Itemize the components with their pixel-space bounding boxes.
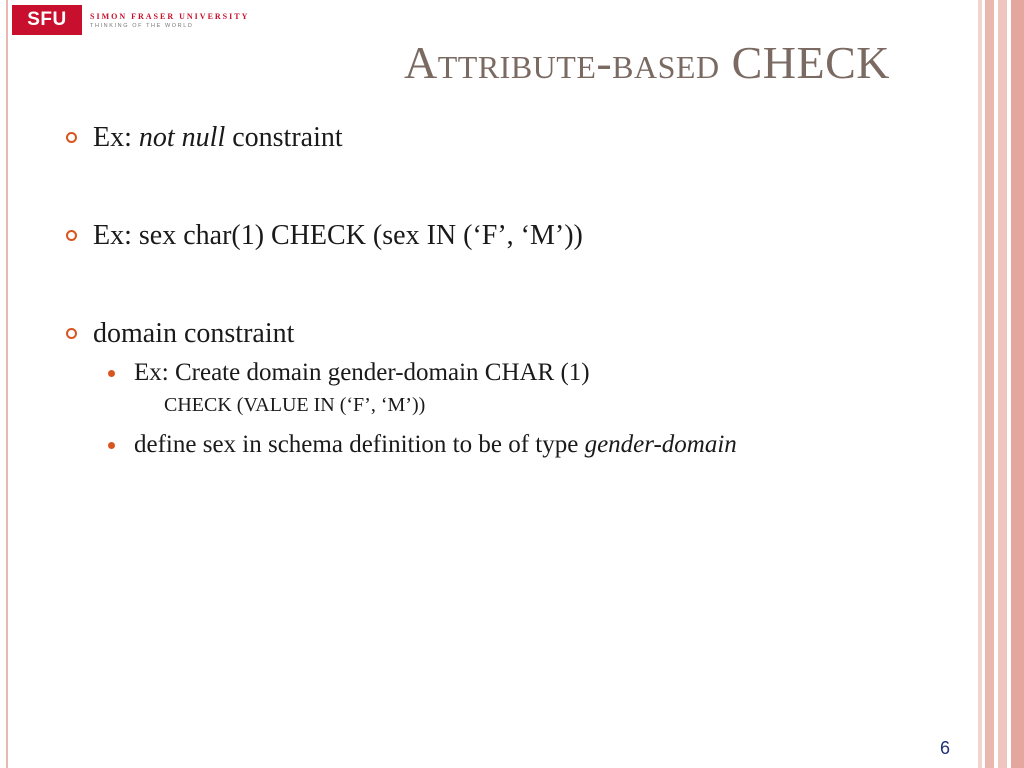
- logo-abbr: SFU: [12, 5, 82, 35]
- bullet-1-italic: not null: [138, 122, 226, 153]
- sub-bullet-2: [108, 428, 834, 462]
- logo-tagline: THINKING OF THE WORLD: [90, 22, 194, 29]
- bullet-1-prefix: Ex:: [93, 122, 139, 153]
- right-stripe-1: [978, 0, 982, 768]
- sub-bullet-1-text: Ex: Create domain gender-domain CHAR (1): [134, 359, 590, 386]
- bullet-1: [66, 118, 946, 158]
- right-stripe-4: [1011, 0, 1024, 768]
- sub-bullet-1-continuation: CHECK (VALUE IN (‘F’, ‘M’)): [164, 394, 426, 416]
- sub-bullet-dot-icon: [108, 370, 115, 377]
- sub-bullet-2-italic: gender-domain: [584, 431, 737, 458]
- bullet-2-text: Ex: sex char(1) CHECK (sex IN (‘F’, ‘M’)): [93, 220, 583, 251]
- bullet-marker-icon: [66, 132, 77, 143]
- bullet-marker-icon: [66, 230, 77, 241]
- logo-text: [90, 11, 249, 30]
- bullet-3: [66, 314, 946, 354]
- sfu-logo: [12, 5, 249, 35]
- bullet-1-suffix: constraint: [225, 122, 343, 153]
- sub-bullet-list: [66, 356, 946, 462]
- page-number: 6: [940, 738, 951, 758]
- right-stripe-2: [985, 0, 994, 768]
- sub-bullet-2-text: define sex in schema definition to be of type: [134, 431, 585, 458]
- logo-name: SIMON FRASER UNIVERSITY: [90, 11, 250, 21]
- bullet-2: [66, 216, 946, 256]
- right-stripe-3: [998, 0, 1007, 768]
- sub-bullet-dot-icon: [108, 442, 115, 449]
- bullet-marker-icon: [66, 328, 77, 339]
- bullet-list: [66, 118, 946, 462]
- left-border-line: [6, 0, 8, 768]
- sub-bullet-1: [108, 356, 946, 390]
- bullet-3-text: domain constraint: [93, 318, 295, 349]
- slide-title: Attribute-based CHECK: [404, 37, 890, 88]
